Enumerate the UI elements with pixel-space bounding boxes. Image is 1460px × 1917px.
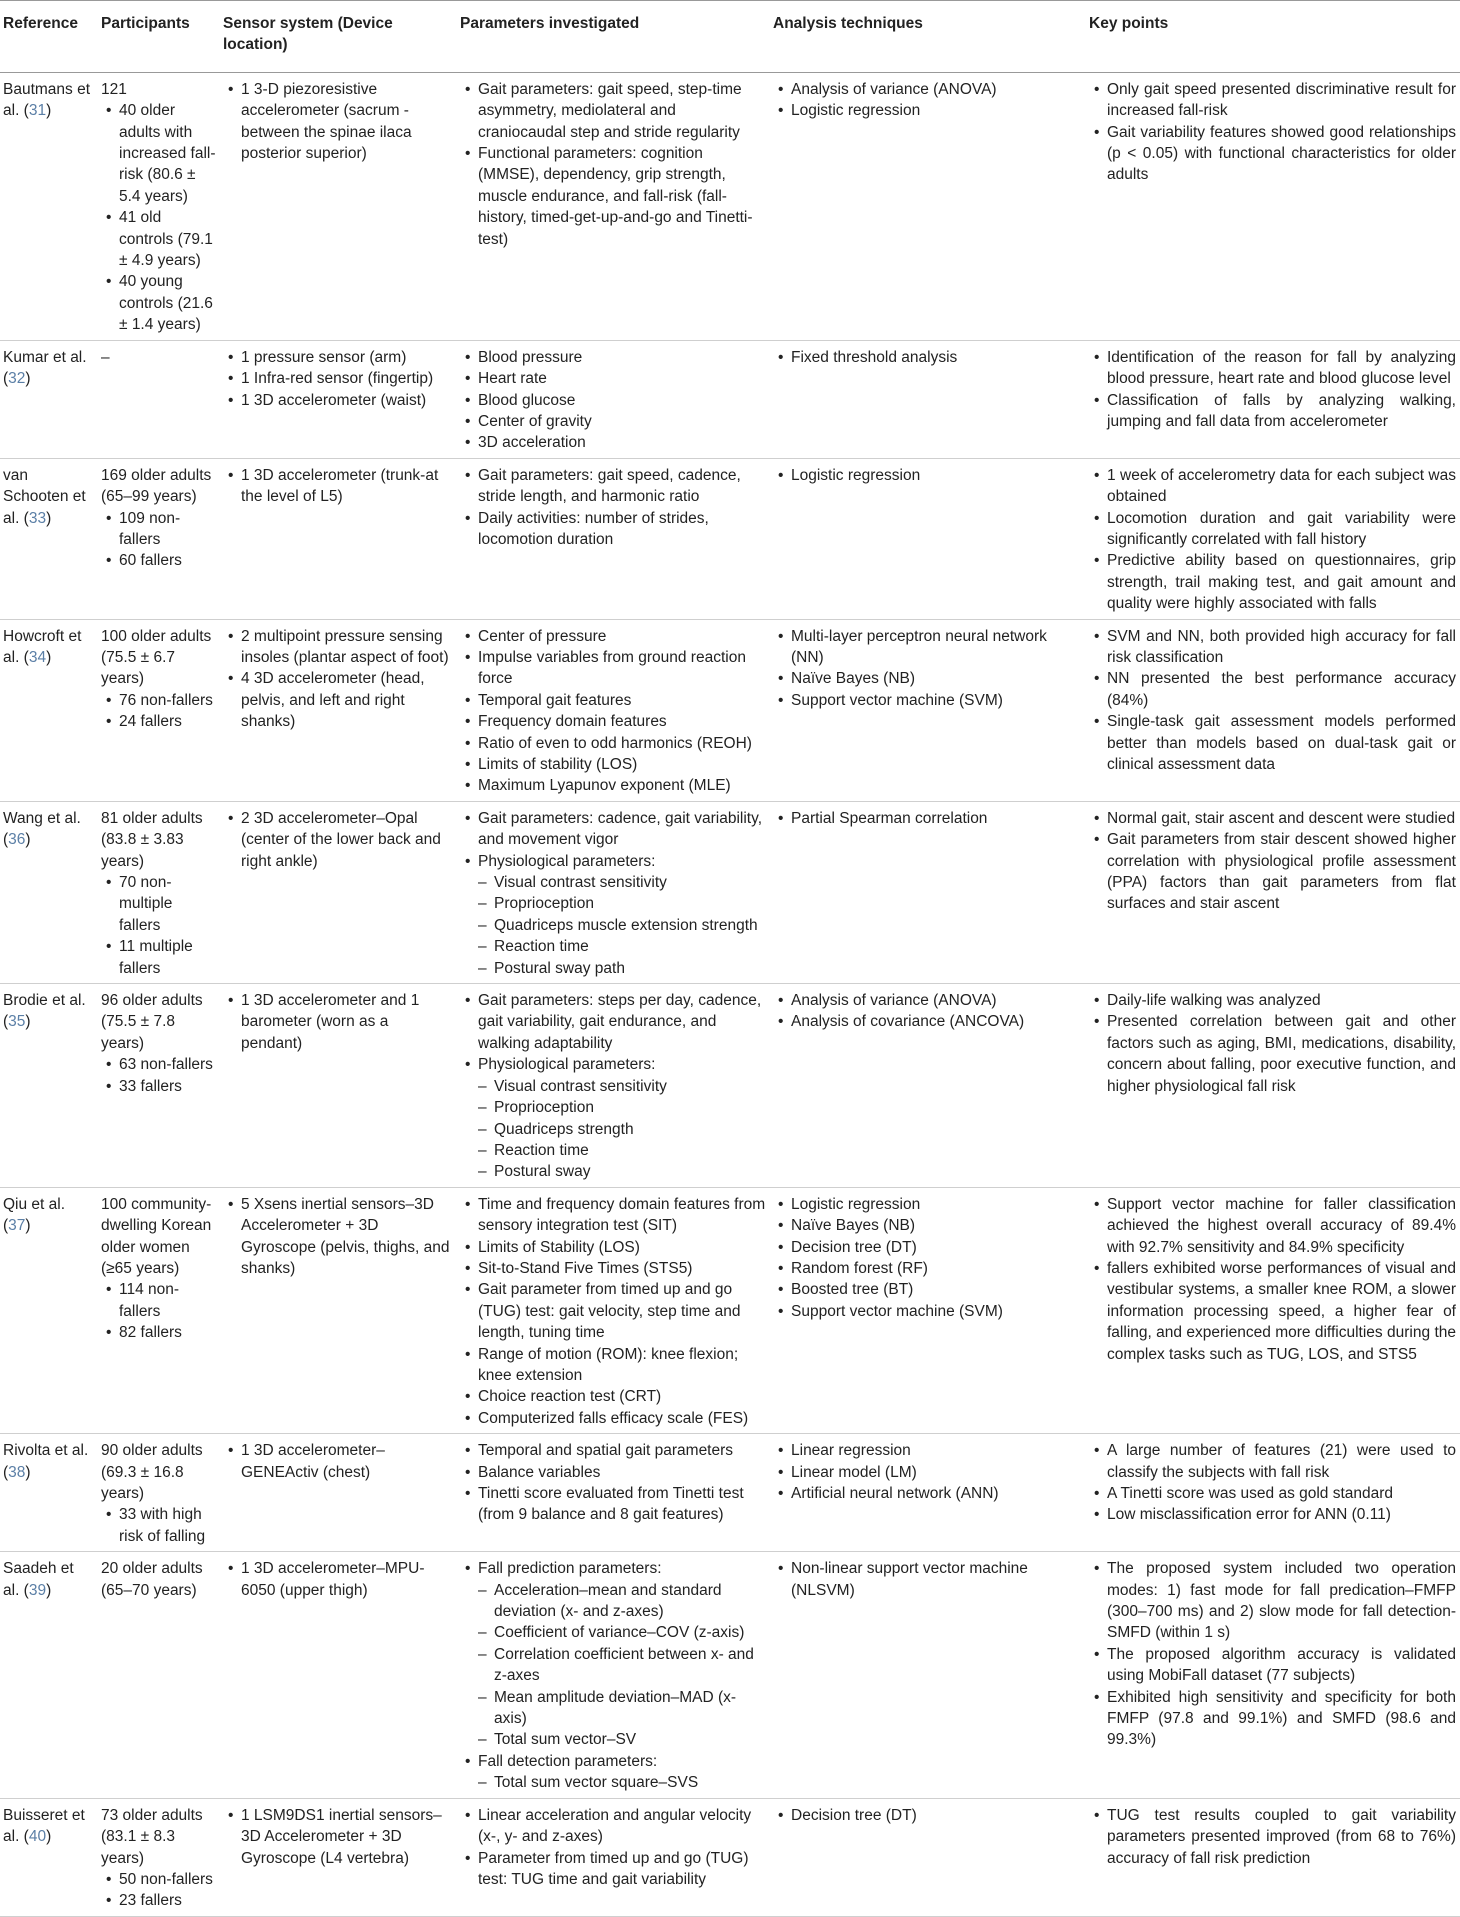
- reference-name: Qiu et al.: [3, 1195, 66, 1213]
- reference-name: Buisseret et al.: [3, 1806, 85, 1846]
- cell-analysis: [770, 340, 1086, 458]
- analysis-technique-item: • Analysis of variance (ANOVA): [773, 79, 1082, 100]
- cell-reference: Buisseret et al. (40): [3, 1806, 85, 1846]
- key-point-item: • Identification of the reason for fall by analyzing blood pressure, heart rate and blood glucose level: [1089, 347, 1456, 390]
- reference-number: 36: [8, 831, 26, 849]
- participants-total: 121: [101, 80, 127, 98]
- cell-parameters: [457, 72, 770, 340]
- cell-participants: [98, 72, 220, 340]
- key-point-item: • NN presented the best performance accuracy (84%): [1089, 668, 1456, 711]
- participant-group-list: [101, 1279, 216, 1343]
- analysis-technique-list: [773, 626, 1082, 712]
- reference-number: 39: [28, 1581, 47, 1599]
- cell-reference: Kumar et al. (32): [3, 348, 87, 388]
- analysis-technique-list: [773, 79, 1082, 122]
- cell-parameters: [457, 458, 770, 619]
- participant-group-item: • 76 non-fallers: [101, 690, 216, 711]
- cell-sensor-system: [220, 1552, 457, 1798]
- key-point-list: [1089, 990, 1456, 1097]
- sensor-item: • 1 3D accelerometer and 1 barometer (worn as a pendant): [223, 990, 453, 1054]
- cell-participants: [98, 1552, 220, 1798]
- cell-parameters: [457, 340, 770, 458]
- parameter-item: • Blood glucose: [460, 390, 766, 411]
- participant-group-list: [101, 690, 216, 733]
- participant-group-item: • 114 non-fallers: [101, 1279, 216, 1322]
- reference-name: van Schooten et al.: [3, 466, 86, 527]
- cell-participants: [98, 458, 220, 619]
- cell-reference: Brodie et al. (35): [3, 992, 86, 1031]
- reference-number: 33: [28, 509, 47, 527]
- parameter-item: • Fall prediction parameters:: [460, 1558, 766, 1579]
- cell-sensor-system: [220, 801, 457, 983]
- table-row: [0, 801, 1460, 983]
- parameter-item: • Limits of stability (LOS): [460, 754, 766, 775]
- parameter-list: [460, 1194, 766, 1429]
- key-point-list: [1089, 626, 1456, 776]
- reference-number: 31: [28, 102, 47, 120]
- sensor-list: [223, 347, 453, 411]
- reference-name: Bautmans et al.: [3, 80, 91, 120]
- participant-group-item: • 63 non-fallers: [101, 1054, 216, 1075]
- reference-number: 37: [8, 1217, 26, 1235]
- sensor-item: • 1 Infra-red sensor (fingertip): [223, 368, 453, 389]
- participants-total: 81 older adults (83.8 ± 3.83 years): [101, 809, 203, 870]
- participants-total: 20 older adults (65–70 years): [101, 1560, 203, 1599]
- cell-key-points: [1086, 984, 1460, 1188]
- reference-name: Howcroft et al.: [3, 627, 82, 666]
- participant-group-list: [101, 1504, 216, 1547]
- cell-parameters: [457, 984, 770, 1188]
- parameter-item: – Coefficient of variance–COV (z-axis): [460, 1622, 766, 1643]
- sensor-item: • 4 3D accelerometer (head, pelvis, and left and right shanks): [223, 668, 453, 732]
- parameter-item: • Daily activities: number of strides, locomotion duration: [460, 508, 766, 551]
- cell-analysis: [770, 984, 1086, 1188]
- analysis-technique-item: • Naïve Bayes (NB): [773, 1215, 1082, 1236]
- key-point-list: [1089, 808, 1456, 915]
- sensor-list: [223, 1194, 453, 1280]
- participant-group-list: [101, 100, 216, 335]
- parameter-item: – Reaction time: [460, 936, 766, 957]
- cell-sensor-system: [220, 1798, 457, 1916]
- cell-sensor-system: [220, 458, 457, 619]
- parameter-item: • Physiological parameters:: [460, 851, 766, 872]
- key-point-list: [1089, 79, 1456, 186]
- participants-total: 90 older adults (69.3 ± 16.8 years): [101, 1442, 203, 1502]
- parameter-item: • Gait parameters: cadence, gait variability, and movement vigor: [460, 808, 766, 851]
- cell-participants: [98, 984, 220, 1188]
- table-row: [0, 619, 1460, 801]
- table-header: [0, 1, 1460, 73]
- key-point-item: • 1 week of accelerometry data for each subject was obtained: [1089, 465, 1456, 508]
- cell-participants: [98, 340, 220, 458]
- parameter-item: • Time and frequency domain features from sensory integration test (SIT): [460, 1194, 766, 1237]
- analysis-technique-item: • Support vector machine (SVM): [773, 1301, 1082, 1322]
- parameter-item: • Linear acceleration and angular velocity (x-, y- and z-axes): [460, 1805, 766, 1848]
- participant-group-item: • 40 older adults with increased fall-risk (80.6 ± 5.4 years): [101, 100, 216, 207]
- parameter-item: – Visual contrast sensitivity: [460, 1076, 766, 1097]
- parameter-item: • Ratio of even to odd harmonics (REOH): [460, 733, 766, 754]
- parameter-item: – Mean amplitude deviation–MAD (x-axis): [460, 1687, 766, 1730]
- table-body: [0, 72, 1460, 1916]
- cell-key-points: [1086, 619, 1460, 801]
- key-point-list: [1089, 1805, 1456, 1869]
- parameter-item: • Fall detection parameters:: [460, 1751, 766, 1772]
- analysis-technique-item: • Multi-layer perceptron neural network (NN): [773, 626, 1082, 669]
- parameter-list: [460, 808, 766, 979]
- parameter-item: • Gait parameter from timed up and go (TUG) test: gait velocity, step time and length, tuning time: [460, 1279, 766, 1343]
- key-point-item: • The proposed system included two operation modes: 1) fast mode for fall predication–FMFP (300–700 ms) and 2) slow mode for fall detection-SMFD (within 1 s): [1089, 1558, 1456, 1644]
- analysis-technique-list: [773, 1805, 1082, 1826]
- cell-sensor-system: [220, 340, 457, 458]
- participant-group-list: [101, 1054, 216, 1097]
- table-row: [0, 72, 1460, 340]
- cell-reference: Rivolta et al. (38): [3, 1442, 89, 1481]
- key-point-item: • Normal gait, stair ascent and descent were studied: [1089, 808, 1456, 829]
- cell-analysis: [770, 1798, 1086, 1916]
- parameter-item: – Acceleration–mean and standard deviation (x- and z-axes): [460, 1580, 766, 1623]
- parameter-item: • Sit-to-Stand Five Times (STS5): [460, 1258, 766, 1279]
- header-participants: Participants: [101, 15, 190, 32]
- sensor-list: [223, 808, 453, 872]
- sensor-list: [223, 990, 453, 1054]
- table-row: [0, 340, 1460, 458]
- key-point-item: • Presented correlation between gait and other factors such as aging, BMI, medications, disability, concern about falling, poor executive function, and higher physiological fall risk: [1089, 1011, 1456, 1097]
- parameter-list: [460, 79, 766, 250]
- parameter-item: • Maximum Lyapunov exponent (MLE): [460, 775, 766, 796]
- sensor-item: • 1 LSM9DS1 inertial sensors–3D Accelerometer + 3D Gyroscope (L4 vertebra): [223, 1805, 453, 1869]
- participant-group-item: • 11 multiple fallers: [101, 936, 216, 979]
- sensor-item: • 1 3-D piezoresistive accelerometer (sacrum - between the spinae ilaca posterior superior): [223, 79, 453, 165]
- sensor-list: [223, 1440, 453, 1483]
- sensor-list: [223, 79, 453, 165]
- analysis-technique-item: • Decision tree (DT): [773, 1805, 1082, 1826]
- participant-group-item: • 23 fallers: [101, 1890, 216, 1911]
- sensor-item: • 1 3D accelerometer–GENEActiv (chest): [223, 1440, 453, 1483]
- analysis-technique-list: [773, 990, 1082, 1033]
- parameter-item: • Limits of Stability (LOS): [460, 1237, 766, 1258]
- cell-reference: Saadeh et al. (39): [3, 1560, 74, 1599]
- sensor-list: [223, 465, 453, 508]
- cell-reference: Howcroft et al. (34): [3, 627, 82, 666]
- key-point-item: • Single-task gait assessment models performed better than models based on dual-task gait or clinical assessment data: [1089, 711, 1456, 775]
- participant-group-item: • 50 non-fallers: [101, 1869, 216, 1890]
- cell-key-points: [1086, 1187, 1460, 1433]
- participants-total: 73 older adults (83.1 ± 8.3 years): [101, 1806, 203, 1867]
- parameter-item: – Proprioception: [460, 893, 766, 914]
- parameter-item: • 3D acceleration: [460, 432, 766, 453]
- analysis-technique-item: • Logistic regression: [773, 100, 1082, 121]
- participant-group-item: • 70 non-multiple fallers: [101, 872, 216, 936]
- reference-name: Saadeh et al.: [3, 1560, 74, 1599]
- key-point-item: • fallers exhibited worse performances of visual and vestibular systems, a smaller knee ROM, a slower information processing speed, a higher fear of falling, and experienced more difficulties during the complex tasks such as TUG, LOS, and STS5: [1089, 1258, 1456, 1365]
- parameter-item: • Range of motion (ROM): knee flexion; knee extension: [460, 1344, 766, 1387]
- key-point-item: • SVM and NN, both provided high accuracy for fall risk classification: [1089, 626, 1456, 669]
- key-point-item: • A large number of features (21) were used to classify the subjects with fall risk: [1089, 1440, 1456, 1483]
- sensor-item: • 5 Xsens inertial sensors–3D Accelerometer + 3D Gyroscope (pelvis, thighs, and shanks): [223, 1194, 453, 1280]
- key-point-list: [1089, 1558, 1456, 1751]
- cell-reference: van Schooten et al. (33): [3, 466, 86, 527]
- cell-sensor-system: [220, 619, 457, 801]
- cell-participants: [98, 1187, 220, 1433]
- participant-group-list: [101, 508, 216, 572]
- table-row: [0, 1434, 1460, 1552]
- key-point-item: • TUG test results coupled to gait variability parameters presented improved (from 68 to 76%) accuracy of fall risk prediction: [1089, 1805, 1456, 1869]
- key-point-list: [1089, 1194, 1456, 1365]
- parameter-item: – Visual contrast sensitivity: [460, 872, 766, 893]
- analysis-technique-item: • Partial Spearman correlation: [773, 808, 1082, 829]
- parameter-item: – Proprioception: [460, 1097, 766, 1118]
- key-point-item: • Low misclassification error for ANN (0.11): [1089, 1504, 1456, 1525]
- analysis-technique-item: • Fixed threshold analysis: [773, 347, 1082, 368]
- participants-total: 169 older adults (65–99 years): [101, 466, 212, 506]
- cell-sensor-system: [220, 984, 457, 1188]
- header-sensor-system: Sensor system (Device location): [223, 15, 393, 54]
- analysis-technique-item: • Analysis of covariance (ANCOVA): [773, 1011, 1082, 1032]
- parameter-item: • Center of pressure: [460, 626, 766, 647]
- table-row: [0, 458, 1460, 619]
- sensor-item: • 2 3D accelerometer–Opal (center of the lower back and right ankle): [223, 808, 453, 872]
- key-point-item: • Locomotion duration and gait variability were significantly correlated with fall history: [1089, 508, 1456, 551]
- reference-number: 40: [28, 1828, 47, 1846]
- cell-sensor-system: [220, 1434, 457, 1552]
- parameter-item: • Gait parameters: steps per day, cadence, gait variability, gait endurance, and walking adaptability: [460, 990, 766, 1054]
- reference-number: 32: [8, 370, 26, 388]
- participants-total: 96 older adults (75.5 ± 7.8 years): [101, 992, 203, 1052]
- cell-parameters: [457, 1798, 770, 1916]
- sensor-item: • 2 multipoint pressure sensing insoles (plantar aspect of foot): [223, 626, 453, 669]
- parameter-item: • Gait parameters: gait speed, cadence, stride length, and harmonic ratio: [460, 465, 766, 508]
- parameter-item: • Center of gravity: [460, 411, 766, 432]
- reference-name: Rivolta et al.: [3, 1442, 89, 1460]
- sensor-item: • 1 3D accelerometer (trunk-at the level of L5): [223, 465, 453, 508]
- parameter-item: – Total sum vector square–SVS: [460, 1772, 766, 1793]
- parameter-item: • Heart rate: [460, 368, 766, 389]
- analysis-technique-item: • Naïve Bayes (NB): [773, 668, 1082, 689]
- analysis-technique-item: • Boosted tree (BT): [773, 1279, 1082, 1300]
- cell-sensor-system: [220, 72, 457, 340]
- table-row: [0, 1798, 1460, 1916]
- participant-group-item: • 82 fallers: [101, 1322, 216, 1343]
- parameter-item: • Gait parameters: gait speed, step-time asymmetry, mediolateral and craniocaudal step and stride regularity: [460, 79, 766, 143]
- parameter-item: • Blood pressure: [460, 347, 766, 368]
- key-point-item: • Classification of falls by analyzing walking, jumping and fall data from accelerometer: [1089, 390, 1456, 433]
- cell-participants: [98, 801, 220, 983]
- analysis-technique-list: [773, 808, 1082, 829]
- cell-parameters: [457, 801, 770, 983]
- table-row: [0, 984, 1460, 1188]
- cell-key-points: [1086, 801, 1460, 983]
- key-point-item: • Predictive ability based on questionnaires, grip strength, trail making test, and gait amount and quality were highly associated with falls: [1089, 550, 1456, 614]
- participant-group-item: • 109 non-fallers: [101, 508, 216, 551]
- parameter-item: • Balance variables: [460, 1462, 766, 1483]
- parameter-item: – Quadriceps strength: [460, 1119, 766, 1140]
- cell-sensor-system: [220, 1187, 457, 1433]
- parameter-list: [460, 1440, 766, 1526]
- analysis-technique-item: • Support vector machine (SVM): [773, 690, 1082, 711]
- parameter-item: – Postural sway path: [460, 958, 766, 979]
- cell-parameters: [457, 1552, 770, 1798]
- analysis-technique-list: [773, 1440, 1082, 1504]
- parameter-item: • Physiological parameters:: [460, 1054, 766, 1075]
- parameter-item: • Temporal gait features: [460, 690, 766, 711]
- parameter-item: • Tinetti score evaluated from Tinetti test (from 9 balance and 8 gait features): [460, 1483, 766, 1526]
- sensor-item: • 1 3D accelerometer (waist): [223, 390, 453, 411]
- sensor-item: • 1 pressure sensor (arm): [223, 347, 453, 368]
- cell-key-points: [1086, 72, 1460, 340]
- parameter-list: [460, 1805, 766, 1891]
- key-point-item: • Support vector machine for faller classification achieved the highest overall accuracy of 89.4% with 92.7% sensitivity and 84.9% specificity: [1089, 1194, 1456, 1258]
- key-point-item: • Gait variability features showed good relationships (p < 0.05) with functional characteristics for older adults: [1089, 122, 1456, 186]
- participant-group-item: • 60 fallers: [101, 550, 216, 571]
- analysis-technique-list: [773, 347, 1082, 368]
- cell-key-points: [1086, 1798, 1460, 1916]
- key-point-item: • A Tinetti score was used as gold standard: [1089, 1483, 1456, 1504]
- cell-reference: Wang et al. (36): [3, 809, 81, 849]
- analysis-technique-item: • Non-linear support vector machine (NLSVM): [773, 1558, 1082, 1601]
- key-point-list: [1089, 465, 1456, 615]
- cell-analysis: [770, 801, 1086, 983]
- parameter-list: [460, 465, 766, 551]
- parameter-item: • Computerized falls efficacy scale (FES): [460, 1408, 766, 1429]
- cell-reference: Bautmans et al. (31): [3, 80, 91, 120]
- cell-key-points: [1086, 1434, 1460, 1552]
- participant-group-item: • 41 old controls (79.1 ± 4.9 years): [101, 207, 216, 271]
- parameter-item: • Choice reaction test (CRT): [460, 1386, 766, 1407]
- parameter-item: • Frequency domain features: [460, 711, 766, 732]
- analysis-technique-item: • Decision tree (DT): [773, 1237, 1082, 1258]
- header-key-points: Key points: [1089, 15, 1169, 32]
- cell-key-points: [1086, 1552, 1460, 1798]
- cell-analysis: [770, 458, 1086, 619]
- analysis-technique-list: [773, 465, 1082, 486]
- reference-name: Wang et al.: [3, 809, 81, 827]
- key-point-item: • Exhibited high sensitivity and specificity for both FMFP (97.8 and 99.1%) and SMFD (98.6 and 99.3%): [1089, 1687, 1456, 1751]
- key-point-list: [1089, 347, 1456, 433]
- header-reference: Reference: [3, 15, 78, 32]
- participant-group-item: • 33 fallers: [101, 1076, 216, 1097]
- key-point-item: • Gait parameters from stair descent showed higher correlation with physiological profile assessment (PPA) factors than gait parameters from flat surfaces and stair ascent: [1089, 829, 1456, 915]
- participants-total: –: [101, 348, 110, 366]
- parameter-item: • Parameter from timed up and go (TUG) test: TUG time and gait variability: [460, 1848, 766, 1891]
- key-point-item: • The proposed algorithm accuracy is validated using MobiFall dataset (77 subjects): [1089, 1644, 1456, 1687]
- cell-parameters: [457, 1187, 770, 1433]
- participant-group-list: [101, 1869, 216, 1912]
- participant-group-item: • 40 young controls (21.6 ± 1.4 years): [101, 271, 216, 335]
- cell-analysis: [770, 619, 1086, 801]
- cell-parameters: [457, 1434, 770, 1552]
- cell-analysis: [770, 1552, 1086, 1798]
- parameter-item: – Total sum vector–SV: [460, 1729, 766, 1750]
- participants-total: 100 older adults (75.5 ± 6.7 years): [101, 627, 212, 688]
- table-row: [0, 1552, 1460, 1798]
- cell-reference: Qiu et al. (37): [3, 1195, 66, 1235]
- sensor-item: • 1 3D accelerometer–MPU-6050 (upper thigh): [223, 1558, 453, 1601]
- key-point-list: [1089, 1440, 1456, 1526]
- reference-number: 34: [28, 648, 47, 666]
- cell-participants: [98, 1434, 220, 1552]
- sensor-list: [223, 1805, 453, 1869]
- parameter-item: – Correlation coefficient between x- and z-axes: [460, 1644, 766, 1687]
- parameter-item: – Postural sway: [460, 1161, 766, 1182]
- reference-number: 35: [8, 1013, 26, 1031]
- cell-participants: [98, 619, 220, 801]
- key-point-item: • Daily-life walking was analyzed: [1089, 990, 1456, 1011]
- cell-key-points: [1086, 340, 1460, 458]
- cell-analysis: [770, 1434, 1086, 1552]
- header-analysis: Analysis techniques: [773, 15, 923, 32]
- analysis-technique-list: [773, 1194, 1082, 1322]
- analysis-technique-list: [773, 1558, 1082, 1601]
- participant-group-list: [101, 872, 216, 979]
- analysis-technique-item: • Linear regression: [773, 1440, 1082, 1461]
- cell-analysis: [770, 72, 1086, 340]
- analysis-technique-item: • Linear model (LM): [773, 1462, 1082, 1483]
- reference-name: Kumar et al.: [3, 348, 87, 366]
- cell-key-points: [1086, 458, 1460, 619]
- parameter-list: [460, 990, 766, 1183]
- parameter-item: • Functional parameters: cognition (MMSE), dependency, grip strength, muscle endurance, and fall-risk (fall-history, timed-get-up-and-go and Tinetti-test): [460, 143, 766, 250]
- parameter-item: • Impulse variables from ground reaction force: [460, 647, 766, 690]
- sensor-list: [223, 626, 453, 733]
- table-row: [0, 1187, 1460, 1433]
- cell-participants: [98, 1798, 220, 1916]
- header-parameters: Parameters investigated: [460, 15, 640, 32]
- reference-name: Brodie et al.: [3, 992, 86, 1010]
- analysis-technique-item: • Artificial neural network (ANN): [773, 1483, 1082, 1504]
- participants-total: 100 community-dwelling Korean older women (≥65 years): [101, 1195, 212, 1277]
- cell-analysis: [770, 1187, 1086, 1433]
- parameter-item: – Reaction time: [460, 1140, 766, 1161]
- key-point-item: • Only gait speed presented discriminative result for increased fall-risk: [1089, 79, 1456, 122]
- analysis-technique-item: • Random forest (RF): [773, 1258, 1082, 1279]
- participant-group-item: • 24 fallers: [101, 711, 216, 732]
- participant-group-item: • 33 with high risk of falling: [101, 1504, 216, 1547]
- parameter-item: • Temporal and spatial gait parameters: [460, 1440, 766, 1461]
- analysis-technique-item: • Logistic regression: [773, 465, 1082, 486]
- reference-number: 38: [8, 1463, 26, 1481]
- parameter-list: [460, 1558, 766, 1793]
- cell-parameters: [457, 619, 770, 801]
- analysis-technique-item: • Logistic regression: [773, 1194, 1082, 1215]
- parameter-list: [460, 347, 766, 454]
- parameter-item: – Quadriceps muscle extension strength: [460, 915, 766, 936]
- parameter-list: [460, 626, 766, 797]
- sensor-list: [223, 1558, 453, 1601]
- analysis-technique-item: • Analysis of variance (ANOVA): [773, 990, 1082, 1011]
